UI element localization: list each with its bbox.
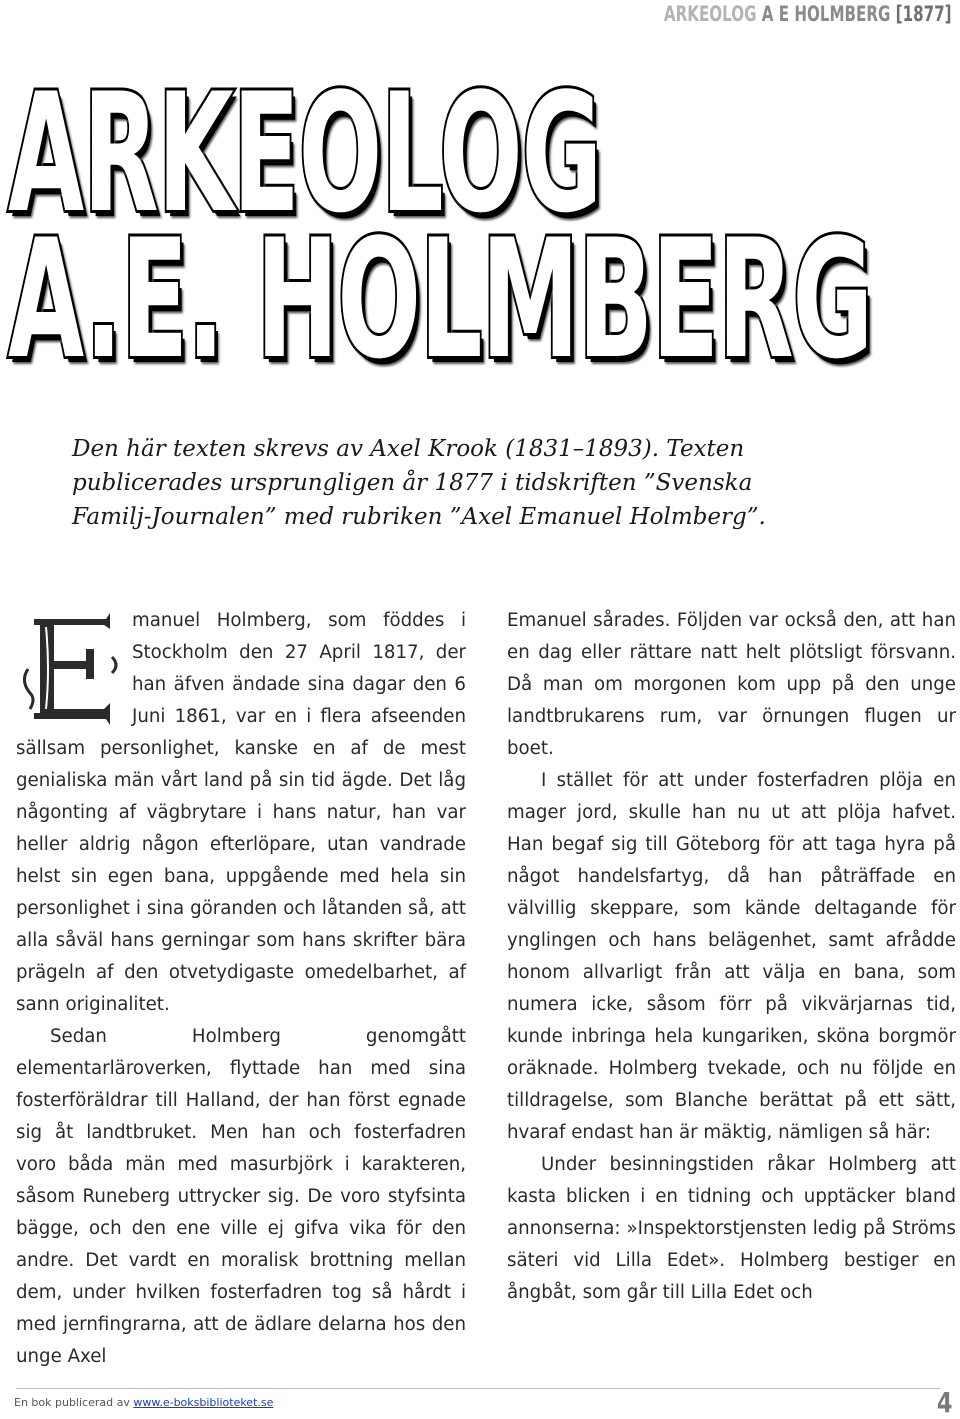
drop-cap-letter: E: [70, 609, 71, 610]
footer-link[interactable]: www.e-boksbiblioteket.se: [133, 1396, 274, 1409]
column-right: [507, 605, 956, 1309]
footer-credit: [14, 1396, 273, 1409]
column-left: [16, 605, 466, 1373]
running-header: [664, 2, 952, 26]
ornamental-initial-e-icon: [20, 609, 120, 729]
footer-prefix: En bok publicerad av: [14, 1396, 134, 1409]
left-paragraph-2: Sedan Holmberg genomgått elementarläroverken, flyttade han med sina fosterföräldrar till Halland, der han först egnade sig åt landtbruket. Men han och fosterfadren voro båda män med masurbjörk i karakteren, såsom Runeberg uttrycker sig. De voro styfsinta bägge, och den ene ville ej gifva vika för den andre. Det vardt en moralisk brottning mellan dem, under hvilken fosterfadren tog så hårdt i med jernfingrarna, att de ädlare delarna hos den unge Axel: [16, 1026, 466, 1367]
right-paragraph-2: I stället för att under fosterfadren plöja en mager jord, skulle han nu ut att plöja hafvet. Han begaf sig till Göteborg för att taga hyra på något handelsfartyg, då han påträffade en välvillig skeppare, som kände deltagande för ynglingen och hans belägenhet, samt afrådde honom allvarligt från att välja en bana, som numera icke, såsom förr på vikvärjarnas tid, kunde inbringa hela kungariken, sköna borgmör oräknade. Holmberg tvekade, och nu följde en tilldragelse, som Blanche berättat på ett sätt, hvaraf endast han är mäktig, nämligen så här:: [507, 770, 956, 1143]
header-part-3: [1877]: [890, 2, 952, 26]
right-paragraph-3: Under besinningstiden råkar Holmberg att kasta blicken i en tidning och upptäcker bland annonserna: »Inspektorstjensten ledig på Ströms säteri vid Lilla Edet». Holmberg bestiger en ångbåt, som går till Lilla Edet och: [507, 1154, 956, 1303]
right-paragraph-1: Emanuel sårades. Följden var också den, att han en dag eller rättare natt helt plötsligt försvann. Då man om morgonen kom upp på den unge landtbrukarens rum, var örnungen flugen ur boet.: [507, 610, 956, 759]
title-line-1: ARKEOLOG: [8, 58, 602, 249]
header-part-2: A E HOLMBERG: [756, 2, 891, 26]
header-part-1: ARKEOLOG: [664, 2, 757, 26]
page-number: 4: [936, 1386, 952, 1419]
intro-text: Den här texten skrevs av Axel Krook (1831–1893). Texten publicerades ursprungligen år 1877 i tidskriften ”Svenska Familj-Journalen” med rubriken ”Axel Emanuel Holmberg”.: [72, 436, 766, 530]
title-line-2: A.E. HOLMBERG: [8, 204, 873, 395]
left-paragraph-1: manuel Holmberg, som föddes i Stockholm den 27 April 1817, der han äfven ändade sina dagar den 6 Juni 1861, var en i flera afseenden sällsam personlighet, kanske en af de mest genialiska män vårt land på sin tid ägde. Det låg någonting af vägbrytare i hans natur, han var heller aldrig någon efterlöpare, utan vandrade helst sin egen bana, uppgående med hela sin personlighet i sina göranden och låtanden så, att alla såväl hans gerningar som hans skrifter bära prägeln af den otvetydigaste omedelbarhet, af sann originalitet.: [16, 610, 466, 1015]
footer-divider: [16, 1388, 940, 1389]
